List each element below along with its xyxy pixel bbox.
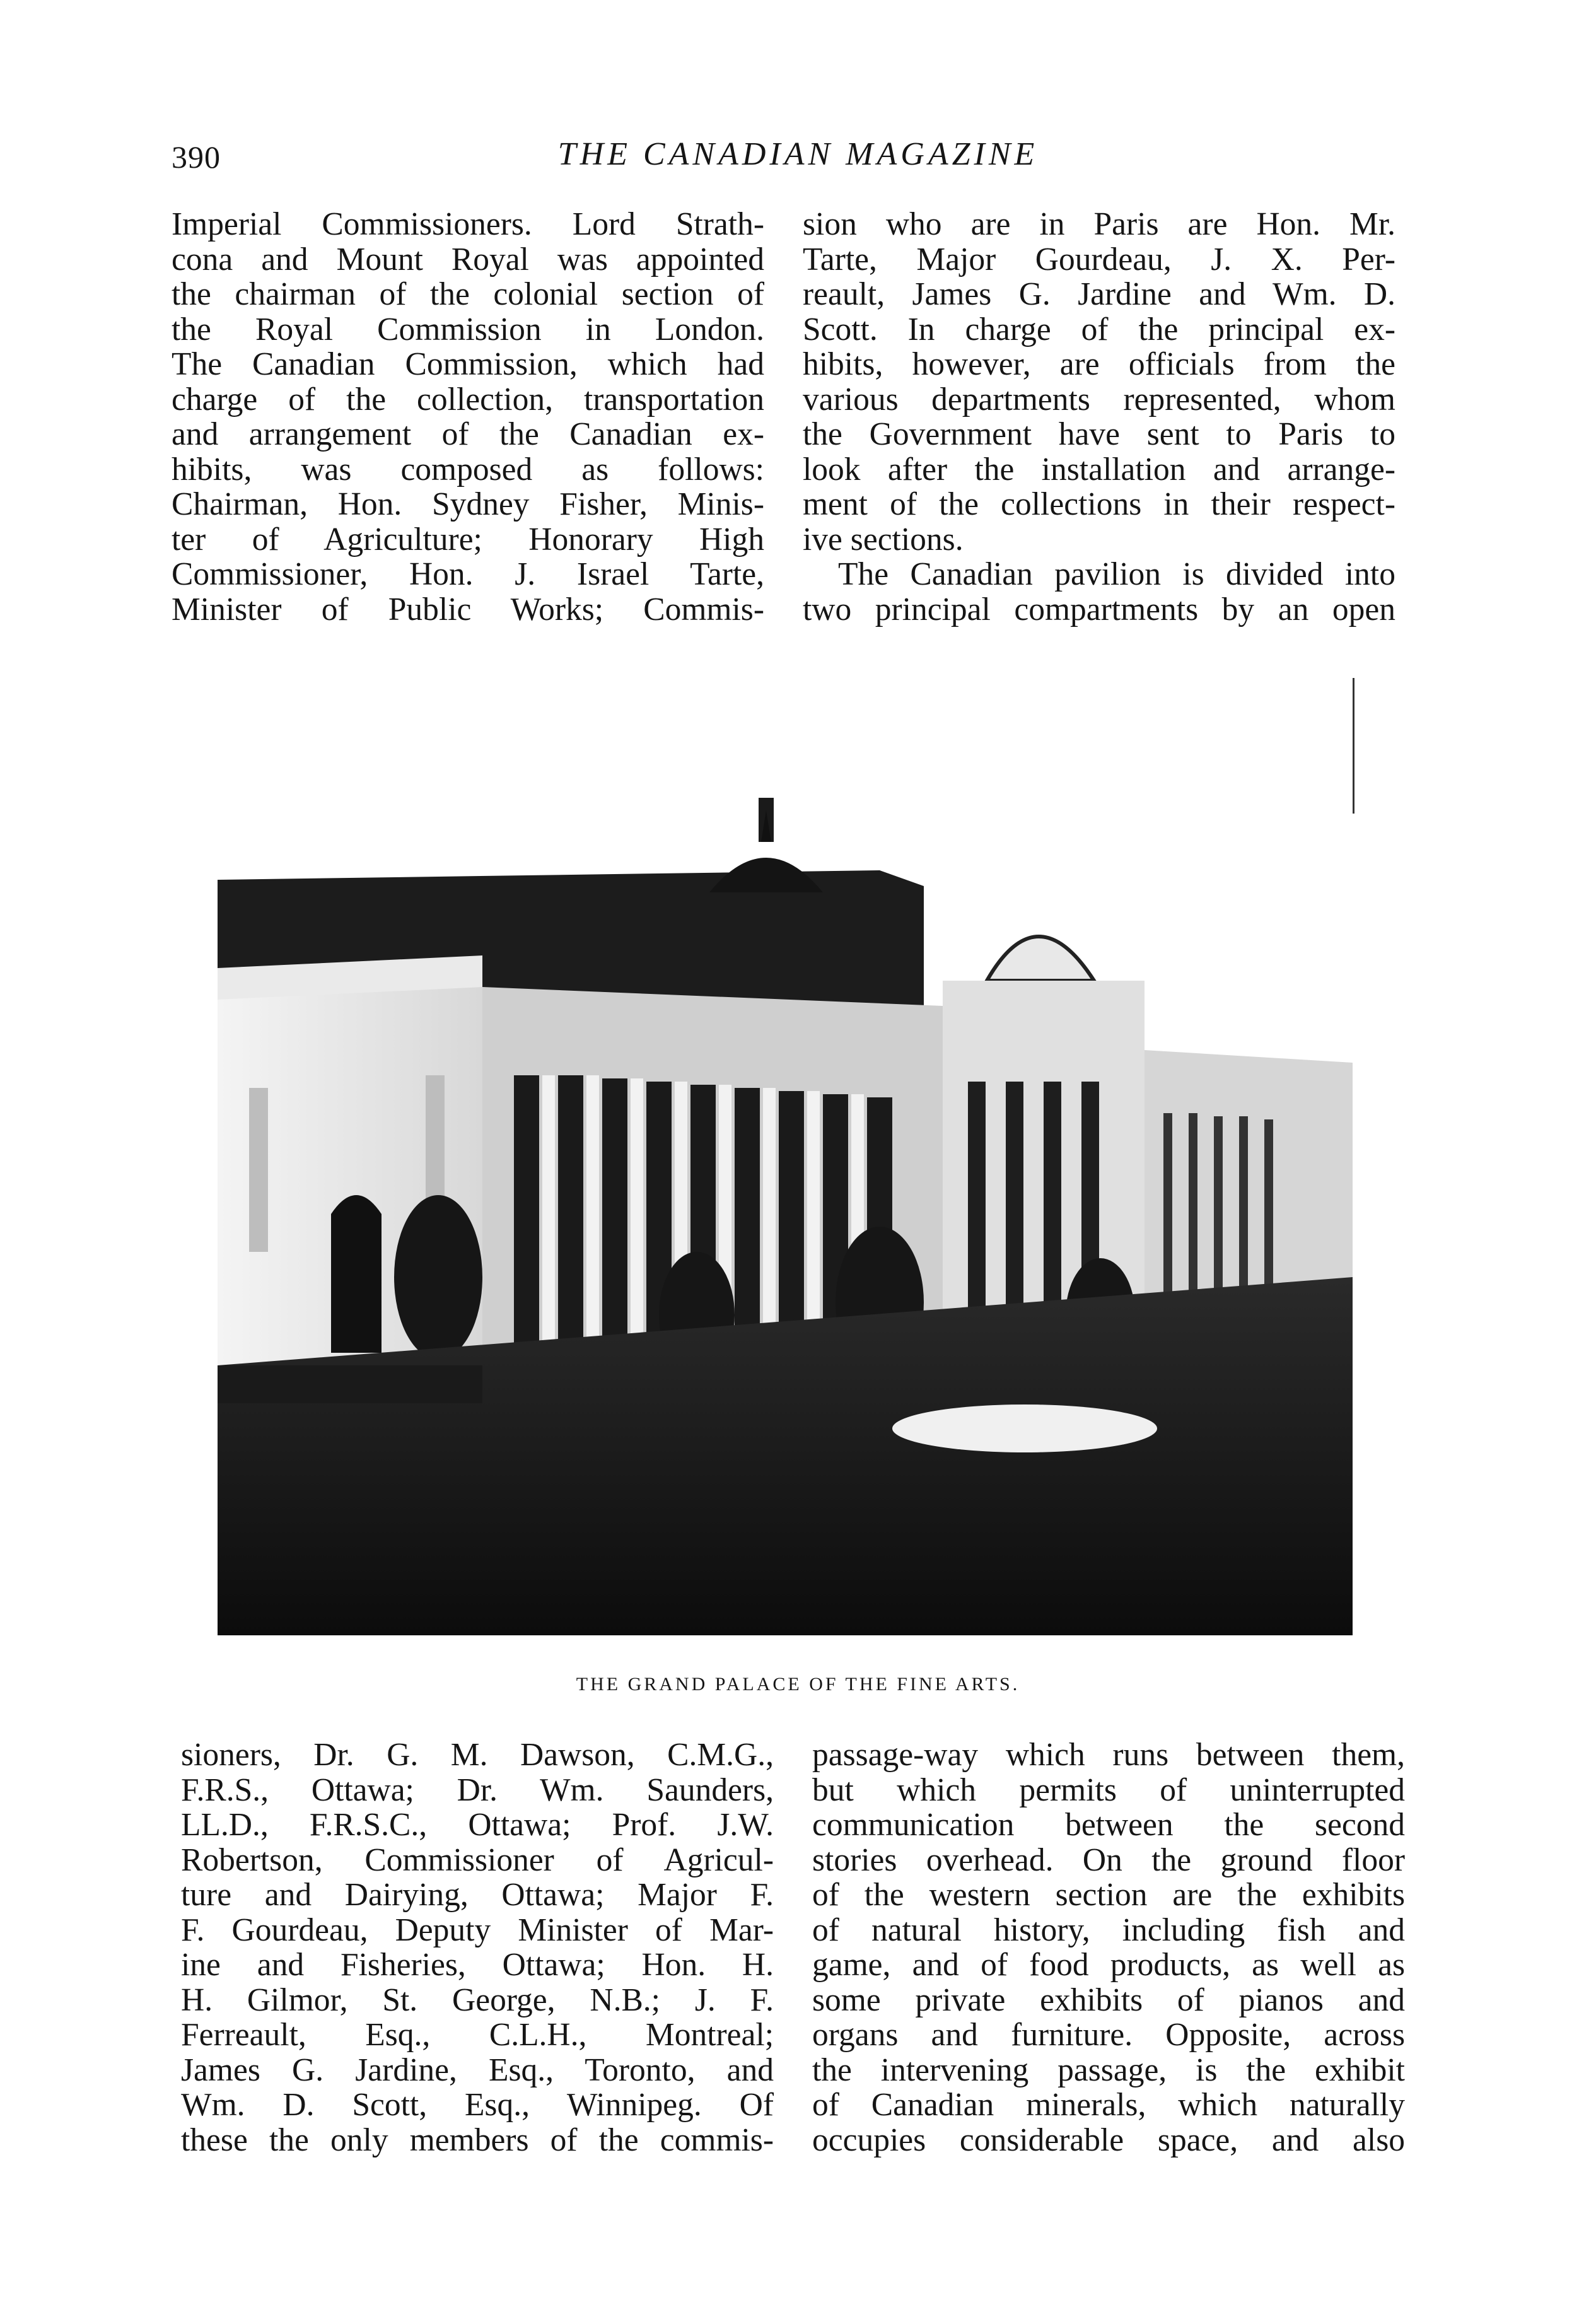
text-line: reault, James G. Jardine and Wm. D. <box>803 276 1395 312</box>
edge-rule <box>1353 678 1354 814</box>
text-line: the Royal Commission in London. <box>172 311 764 347</box>
text-line: Imperial Commissioners. Lord Strath- <box>172 206 764 242</box>
text-line: Scott. In charge of the principal ex- <box>803 311 1395 347</box>
text-line: look after the installation and arrange- <box>803 451 1395 488</box>
text-line: Robertson, Commissioner of Agricul- <box>181 1842 774 1878</box>
text-line: but which permits of uninterrupted <box>812 1772 1405 1808</box>
text-line: communication between the second <box>812 1807 1405 1843</box>
text-line: these the only members of the commis- <box>181 2122 774 2158</box>
top-right-column <box>803 207 1395 627</box>
text-line: organs and furniture. Opposite, across <box>812 2017 1405 2053</box>
text-line: LL.D., F.R.S.C., Ottawa; Prof. J.W. <box>181 1807 774 1843</box>
bottom-left-column <box>181 1737 774 2158</box>
text-line: F.R.S., Ottawa; Dr. Wm. Saunders, <box>181 1772 774 1808</box>
text-line: cona and Mount Royal was appointed <box>172 241 764 277</box>
text-line: and arrangement of the Canadian ex- <box>172 416 764 452</box>
text-line: of the western section are the exhibits <box>812 1877 1405 1913</box>
text-line: some private exhibits of pianos and <box>812 1982 1405 2018</box>
text-line: ment of the collections in their respect- <box>803 486 1395 522</box>
text-line: of Canadian minerals, which naturally <box>812 2087 1405 2123</box>
text-line: charge of the collection, transportation <box>172 381 764 418</box>
text-line: Ferreault, Esq., C.L.H., Montreal; <box>181 2017 774 2053</box>
text-line: game, and of food products, as well as <box>812 1947 1405 1983</box>
text-line: the intervening passage, is the exhibit <box>812 2052 1405 2088</box>
text-line: sion who are in Paris are Hon. Mr. <box>803 206 1395 242</box>
grand-palace-photo <box>218 798 1353 1635</box>
text-line: Chairman, Hon. Sydney Fisher, Minis- <box>172 486 764 522</box>
text-line: various departments represented, whom <box>803 381 1395 418</box>
text-line: of natural history, including fish and <box>812 1912 1405 1948</box>
text-line: two principal compartments by an open <box>803 591 1395 628</box>
text-line: The Canadian pavilion is divided into <box>838 556 1395 592</box>
text-line: sioners, Dr. G. M. Dawson, C.M.G., <box>181 1737 774 1773</box>
text-line: the chairman of the colonial section of <box>172 276 764 312</box>
bottom-right-column <box>812 1737 1405 2158</box>
text-line: James G. Jardine, Esq., Toronto, and <box>181 2052 774 2088</box>
figure-caption: THE GRAND PALACE OF THE FINE ARTS. <box>576 1674 1020 1695</box>
text-line: stories overhead. On the ground floor <box>812 1842 1405 1878</box>
text-line: ture and Dairying, Ottawa; Major F. <box>181 1877 774 1913</box>
text-line: ive sections. <box>803 521 964 558</box>
text-line: H. Gilmor, St. George, N.B.; J. F. <box>181 1982 774 2018</box>
text-line: hibits, was composed as follows: <box>172 451 764 488</box>
text-line: Commissioner, Hon. J. Israel Tarte, <box>172 556 764 592</box>
top-left-column <box>172 207 764 627</box>
text-line: the Government have sent to Paris to <box>803 416 1395 452</box>
text-line: occupies considerable space, and also <box>812 2122 1405 2158</box>
text-line: hibits, however, are officials from the <box>803 346 1395 382</box>
text-line: The Canadian Commission, which had <box>172 346 764 382</box>
text-line: passage-way which runs between them, <box>812 1737 1405 1773</box>
text-line: Tarte, Major Gourdeau, J. X. Per- <box>803 241 1395 277</box>
text-line: Wm. D. Scott, Esq., Winnipeg. Of <box>181 2087 774 2123</box>
running-head: THE CANADIAN MAGAZINE <box>557 136 1039 172</box>
text-line: F. Gourdeau, Deputy Minister of Mar- <box>181 1912 774 1948</box>
text-line: ine and Fisheries, Ottawa; Hon. H. <box>181 1947 774 1983</box>
page-number: 390 <box>172 139 221 175</box>
text-line: ter of Agriculture; Honorary High <box>172 521 764 558</box>
text-line: Minister of Public Works; Commis- <box>172 591 764 628</box>
